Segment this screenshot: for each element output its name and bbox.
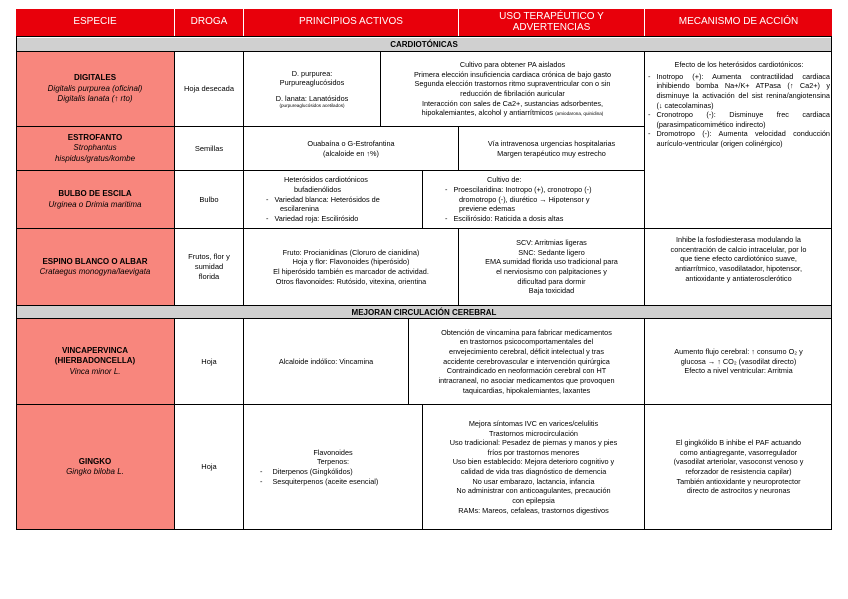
- grid-line: [422, 171, 423, 228]
- latin-name: Urginea o Drimia maritima: [48, 199, 142, 209]
- grid-line: [422, 405, 423, 529]
- latin-name: Gingko biloba L.: [66, 467, 124, 476]
- grid-line: [408, 319, 409, 404]
- species-estrofanto: [16, 127, 174, 170]
- grid-line: [16, 529, 832, 530]
- uso-estrofanto: Vía intravenosa urgencias hospitalarias Margen terapéutico muy estrecho: [487, 138, 616, 158]
- species-vincapervinca: [16, 319, 174, 404]
- species-escila: [16, 171, 174, 228]
- principios-estrofanto: Ouabaína o G-Estrofantina (alcaloide en ↑%): [307, 138, 395, 158]
- grid-line: [16, 36, 17, 529]
- section-cardiotonicas: CARDIOTÓNICAS: [16, 38, 832, 51]
- principios-escila: Heterósidos cardiotónicos bufadienólidos - Variedad blanca: Heterósidos de escilarenina - Variedad roja: Escilirósido: [266, 175, 380, 223]
- grid-line: [174, 319, 175, 529]
- droga-gingko: Hoja: [201, 462, 217, 472]
- species-name: VINCAPERVINCA: [61, 345, 129, 355]
- species-espino: [16, 229, 174, 305]
- uso-espino: SCV: Arritmias ligeras SNC: Sedante ligero EMA sumidad florida uso tradicional para el nerviosismo con palpitaciones y dificultad para dormir Baja toxicidad: [485, 238, 618, 296]
- principios-gingko: Flavonoides Terpenos: - Diterpenos (Gingkólidos) - Sesquiterpenos (aceite esencial): [260, 447, 379, 486]
- latin-name: Digitalis lanata (↑ rto): [57, 94, 133, 104]
- grid-line: [458, 127, 459, 170]
- droga-digitales: Hoja desecada: [183, 84, 235, 94]
- cronotropo-text: Cronotropo (-): Disminuye frec cardiaca (parasimpaticomimético indirecto): [656, 110, 830, 129]
- uso-digitales: Cultivo para obtener PA aislados Primera elección insuficiencia cardiaca crónica de bajo gasto Segunda elección trastornos ritmo supraventricular con o sin reducción de fibrilación auricular Interacción con sales de Ca2+, sustancias adsorbentes, hipokalemiantes, alcohol y antiarrítmicos (amiodarona, quinidina): [413, 60, 612, 118]
- droga-espino: Frutos, flor y sumidad florida: [188, 252, 230, 281]
- grid-line: [458, 229, 459, 305]
- header-droga: DROGA: [175, 9, 243, 36]
- header-principios: PRINCIPIOS ACTIVOS: [244, 9, 458, 36]
- grid-line: [174, 52, 175, 305]
- principios-vincapervinca: Alcaloide indólico: Vincamina: [278, 356, 374, 366]
- mecanismo-gingko: El gingkólido B inhibe el PAF actuando como antiagregante, vasorregulador (vasodilat arteriolar, vasoconst venoso y reforzador de resistencia capilar) También antioxidante y neuroprotector directo de astrocitos y neuronas: [673, 438, 804, 496]
- species-name: BULBO DE ESCILA: [58, 189, 132, 199]
- dromotropo-text: Dromotropo (-): Aumenta velocidad conducción aurículo-ventricular (origen colinérgico): [656, 129, 830, 148]
- species-digitales: [16, 52, 174, 126]
- grid-line: [16, 126, 644, 127]
- latin-name: Crataegus monogyna/laevigata: [39, 267, 151, 276]
- droga-escila: Bulbo: [199, 194, 219, 204]
- latin-name: Digitalis purpurea (oficinal): [47, 83, 143, 93]
- grid-line: [831, 36, 832, 529]
- grid-line: [380, 52, 381, 126]
- principios-espino: Fruto: Procianidinas (Cloruro de cianidina) Hoja y flor: Flavonoides (hiperósido) El hiperósido también es marcador de actividad. Otros flavonoides: Rutósido, vitexina, orientina: [273, 247, 429, 286]
- species-name: DIGITALES: [73, 73, 117, 83]
- grid-line: [16, 318, 832, 319]
- species-name: ESTROFANTO: [67, 132, 123, 142]
- latin-name: hispidus/gratus/kombe: [54, 153, 136, 163]
- droga-estrofanto: Semillas: [194, 143, 224, 153]
- grid-line: [644, 319, 645, 529]
- inotropo-text: Inotropo (+): Aumenta contractilidad cardiaca inhibiendo bomba Na+/K+ ATPasa (↑ Ca2+) y disminuye la activación del sist renina/angiotensina (↓ catecolaminas): [656, 71, 830, 110]
- header-especie: ESPECIE: [16, 9, 174, 36]
- grid-line: [16, 51, 832, 52]
- grid-line: [16, 228, 832, 229]
- grid-line: [16, 36, 832, 37]
- header-mecanismo: MECANISMO DE ACCIÓN: [645, 9, 832, 36]
- section-circulacion-cerebral: MEJORAN CIRCULACIÓN CEREBRAL: [16, 306, 832, 318]
- species-name: GINGKO: [78, 456, 112, 466]
- species-name: ESPINO BLANCO O ALBAR: [42, 256, 148, 266]
- grid-line: [16, 305, 832, 306]
- uso-vincapervinca: Obtención de vincamina para fabricar medicamentos en trastornos psicocomportamentales del envejecimiento cerebral, déficit intelectual y tras accidente cerebrovascular e intervención quirúrgica Contraindicado en neoformación cerebral con HT intracraneal, no asociar medicamentos que provoquen taquicardias, hipokalemiantes, laxantes: [438, 327, 615, 395]
- species-name: (HIERBADONCELLA): [54, 356, 136, 366]
- principios-digitales: D. purpurea: Purpureaglucósidos D. lanata: Lanatósidos (purpureaglucósidos acetilados): [275, 68, 349, 109]
- grid-line: [16, 404, 832, 405]
- grid-line: [16, 170, 644, 171]
- grid-line: [243, 52, 244, 305]
- grid-line: [243, 319, 244, 529]
- grid-line: [644, 52, 645, 305]
- species-gingko: [16, 405, 174, 529]
- mecanismo-espino: Inhibe la fosfodiesterasa modulando la concentración de calcio intracelular, por lo que tiene efecto cardiotónico suave, antiarrítmico, vasodilatador, hipotensor, antioxidante y antiaterosclerótico: [670, 235, 807, 283]
- mecanismo-cardiotonicos: Efecto de los heterósidos cardiotónicos: - Inotropo (+): Aumenta contractilidad cardiaca inhibiendo bomba Na+/K+ ATPasa (↑ Ca2+) y disminuye la activación del sist renina/angiotensina (↓ catecolaminas) - Cronotropo (-): Disminuye frec cardiaca (parasimpaticomimético indirecto) - Dromotropo (-): Aumenta velocidad conducción aurículo-ventricular (origen colinérgico): [648, 60, 830, 148]
- uso-escila: Cultivo de: - Proescilaridina: Inotropo (+), cronotropo (-) dromotropo (-), diurético → Hipotensor y previene edemas - Escilirósido: Raticida a dosis altas: [445, 175, 592, 223]
- latin-name: Vinca minor L.: [69, 366, 121, 376]
- header-uso: USO TERAPÉUTICO Y ADVERTENCIAS: [459, 9, 644, 36]
- droga-vincapervinca: Hoja: [201, 356, 217, 366]
- latin-name: Strophantus: [73, 143, 117, 153]
- uso-gingko: Mejora síntomas IVC en varices/celulitis Trastornos microcirculación Uso tradicional: Pesadez de piernas y manos y pies fríos por trastornos menores Uso bien establecido: Mejora deterioro cognitivo y calidad de vida tras diagnóstico de demencia No usar embarazo, lactancia, infancia No administrar con anticoagulantes, precaución con epilepsia RAMs: Mareos, cefaleas, trastornos digestivos: [449, 418, 618, 515]
- mecanismo-vincapervinca: Aumento flujo cerebral: ↑ consumo O₂ y glucosa → ↑ CO₂ (vasodilat directo) Efecto a nivel ventricular: Arritmia: [674, 347, 803, 376]
